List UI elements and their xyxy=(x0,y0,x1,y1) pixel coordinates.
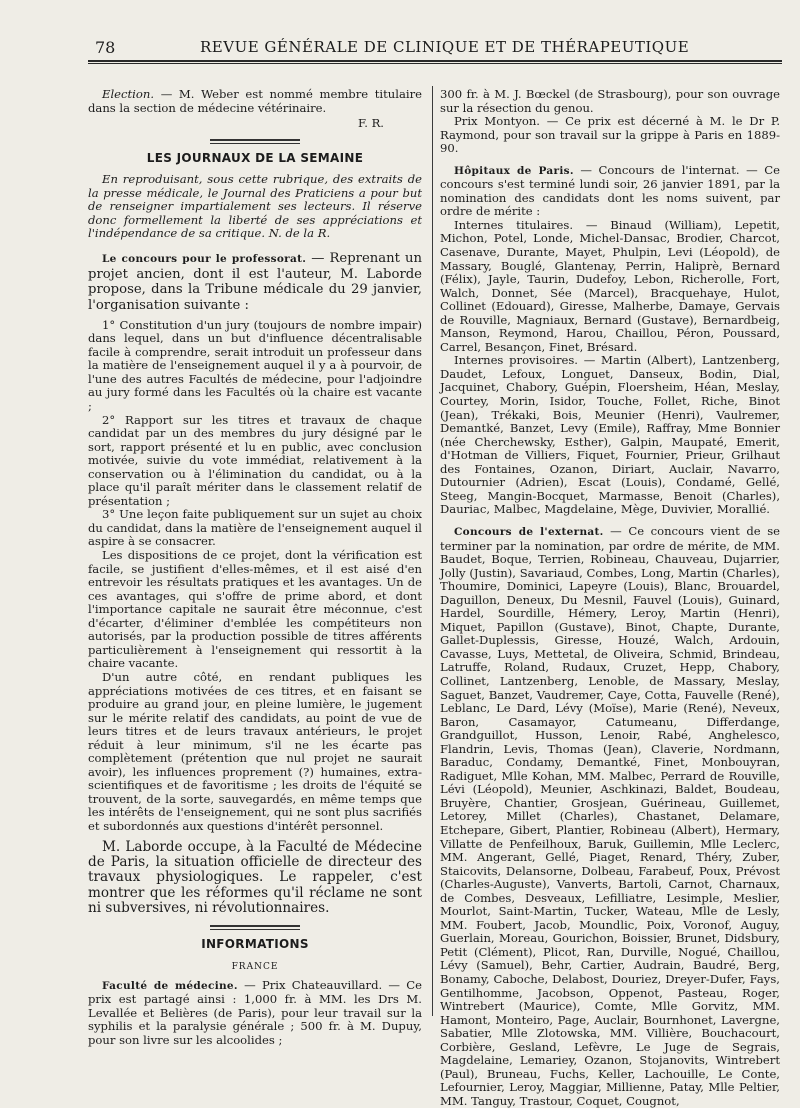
right-column xyxy=(440,88,780,1108)
hopitaux-text: — Concours de l'internat. — Ce concours s'est terminé lundi soir, 26 janvier 1891, par la nomination des candidats dont les noms suivent, par ordre de mérite : xyxy=(440,162,781,219)
item-2: 2° Rapport sur les titres et travaux de chaque candidat par un des membres du jury désigné par le sort, rapport présenté et lu en public, avec conclusion motivée, suivie du vote immédiat, relativement à la conservation ou à l'élimination du candidat, ou à la place qu'il paraît mériter dans le classement relatif de présentation ; xyxy=(88,412,422,508)
internes-titulaires: Internes titulaires. — Binaud (William), Lepetit, Michon, Potel, Londe, Michel-Dansac, Brodier, Charcot, Casenave, Durante, Mayet, Phulpin, Levi (Léopold), de Massary, Bouglé, Glantenay, Perrin, Haliprè, Bernard (Félix), Jayle, Taurin, Dudefoy, Lebon, Richerolle, Fort, Walch, Donnet, Sée (Marcel), Bracquehaye, Hulot, Collinet (Edouard), Giresse, Malherbe, Damaye, Gervais de Rouville, Magniaux, Bernard (Gustave), Bernardbeig, Manson, Reymond, Harou, Chaillou, Péron, Poussard, Carrel, Besançon, Finet, Brésard. xyxy=(440,217,780,354)
paragraph-laborde: M. Laborde occupe, à la Faculté de Médecine de Paris, la situation officielle de directeur des travaux physiologiques. Le rappeler, c'est montrer que les réformes qu'il réclame ne sont ni subversives, ni révolutionnaires. xyxy=(88,838,422,917)
faculte-paragraph xyxy=(88,979,422,1048)
item-3: 3° Une leçon faite publiquement sur un sujet au choix du candidat, dans la matière de l'enseignement auquel il aspire à se consacrer. xyxy=(88,507,422,549)
concours-professorat-text: — Reprenant un projet ancien, dont il est l'auteur, M. Laborde propose, dans la Tribune médicale du 29 janvier, l'organisation suivante : xyxy=(88,250,422,313)
faculte-text: — Prix Chateauvillard. — Ce prix est partagé ainsi : 1,000 fr. à MM. les Drs M. Levallée et Belières (de Paris), pour leur travail sur la syphilis et la paralysie générale ; 500 fr. à M. Dupuy, pour son livre sur les alcoolides ; xyxy=(88,977,422,1047)
paragraph-autre-cote: D'un autre côté, en rendant publiques les appréciations motivées de ces titres, et en faisant se produire au grand jour, en pleine lumière, le jugement sur le mérite relatif des candidats, au point de vue de leurs titres et de leurs travaux antérieurs, le projet réduit à leur minimum, s'il ne les écarte pas complètement (prétention que nul projet ne saurait avoir), les influences proprement (?) humaines, extra-scientifiques et de favoritisme ; les droits de l'équité se trouvent, de la sorte, sauvegardés, en même temps que les intérêts de l'enseignement, qui ne sont plus sacrifiés et subordonnés aux questions d'intérêt personnel. xyxy=(88,669,422,833)
hopitaux-label: Hôpitaux de Paris. xyxy=(454,164,574,177)
continuation-text: 300 fr. à M. J. Bœckel (de Strasbourg), pour son ouvrage sur la résection du genou. xyxy=(440,87,780,115)
section-rule-thin xyxy=(210,143,300,144)
externat-text: — Ce concours vient de se terminer par la nomination, par ordre de mérite, de MM. Baudet, Boque, Terrien, Robineau, Chauveau, Dujarrier, Jolly (Justin), Savariaud, Combes, Long, Martin (Charles), Thoumire, Dominici, Lapeyre (Louis), Blanc, Brouardel, Daguillon, Deneux, Du Mesnil, Fauvel (Louis), Guinard, Hardel, Sourdille, Hémery, Leroy, Martin (Henri), Miquet, Papillon (Gustave), Binot, Chapte, Durante, Gallet-Duplessis, Giresse, Houzé, Walch, Ardouin, Cavasse, Luys, Mettetal, de Oliveira, Schmid, Brindeau, Latruffe, Roland, Rudaux, Cruzet, Hepp, Chabory, Collinet, Lantzenberg, Lenoble, de Massary, Meslay, Saguet, Banzet, Vaudremer, Caye, Cotta, Fauvelle (René), Leblanc, Le Dard, Lévy (Moïse), Marie (René), Neveux, Baron, Casamayor, Catumeanu, Differdange, Grandguillot, Husson, Lenoir, Rabé, Anghelesco, Flandrin, Levis, Thomas (Jean), Claverie, Nordmann, Baraduc, Condamy, Demantké, Finet, Monbouyran, Radiguet, Mlle Kohan, MM. Malbec, Perrard de Rouville, Lévi (Léopold), Meunier, Aschkinazi, Baldet, Boudeau, Bruyère, Chantier, Grosjean, Guérineau, Guillemet, Letorey, Millet (Charles), Chastanet, Delamare, Etchepare, Gibert, Plantier, Robineau (Albert), Hermary, Villatte de Penfeilhoux, Baruk, Guillemin, Mlle Leclerc, MM. Angerant, Gellé, Piaget, Renard, Théry, Zuber, Staicovits, Delansorne, Dolbeau, Farabeuf, Poux, Prévost (Charles-Auguste), Vanverts, Bartoli, Carnot, Charnaux, de Combes, Desveaux, Lefilliatre, Lesimple, Meslier, Mourlot, Saint-Martin, Tucker, Wateau, Mlle de Lesly, MM. Foubert, Jacob, Moundlic, Poix, Voronof, Auguy, Guerlain, Moreau, Gourichon, Boissier, Brunet, Didsbury, Petit (Clément), Plicot, Ran, Durville, Nogué, Chaillou, Lévy (Samuel), Behr, Cartier, Audrain, Baudré, Berg, Bonamy, Caboche, Delabost, Douriez, Dreyer-Dufer, Fays, Gentilhomme, Jacobson, Oppenot, Pasteau, Roger, Wintrebert (Maurice), Comte, Mlle Gorvitz, MM. Hamont, Monteiro, Page, Auclair, Bournhonet, Lavergne, Sabatier, Mlle Zlotowska, MM. Villière, Bouchacourt, Corbière, Gesland, Lefèvre, Le Juge de Segrais, Magdelaine, Lemariey, Ozanon, Stojanovits, Wintrebert (Paul), Bruneau, Fuchs, Keller, Lachouille, Le Conte, Lefournier, Leroy, Maggiar, Millienne, Patay, Mlle Peltier, MM. Tanguy, Trastour, Coquet, Cougnot, xyxy=(440,523,780,1108)
informations-heading: INFORMATIONS xyxy=(201,936,309,951)
paragraph-dispositions: Les dispositions de ce projet, dont la vérification est facile, se justifient d'elles-mêmes, et il est aisé d'en entrevoir les résultats pratiques et les avantages. Un de ces avantages, qui s'offre de prime abord, et dont l'importance capitale ne saurait être méconnue, c'est d'écarter, d'éliminer d'emblée les compétiteurs non autorisés, par la production possible de titres afférents particulièrement à l'enseignement qui ressortit à la chaire vacante. xyxy=(88,548,422,671)
externat-label: Concours de l'externat. xyxy=(454,525,604,538)
election-label: Election. xyxy=(102,87,155,101)
journaux-heading: LES JOURNAUX DE LA SEMAINE xyxy=(146,150,364,165)
hopitaux-paragraph xyxy=(440,164,780,219)
running-title: REVUE GÉNÉRALE DE CLINIQUE ET DE THÉRAPEUTIQUE xyxy=(200,38,690,56)
election-text: — M. Weber est nommé membre titulaire dans la section de médecine vétérinaire. xyxy=(88,87,423,115)
prix-montyon: Prix Montyon. — Ce prix est décerné à M. le Dr P. Raymond, pour son travail sur la grippe à Paris en 1889-90. xyxy=(440,114,780,156)
concours-professorat-label: Le concours pour le professorat. xyxy=(102,252,307,265)
concours-professorat-lede xyxy=(88,251,422,313)
journaux-intro: En reproduisant, sous cette rubrique, des extraits de la presse médicale, le Journal des Praticiens a pour but de renseigner impartialement ses lecteurs. Il réserve donc formellement la liberté de ses appréciations et l'indépendance de sa critique. N. de la R. xyxy=(88,172,422,241)
header-rule-thin xyxy=(88,63,782,64)
section-rule xyxy=(210,925,300,927)
section-rule-thin xyxy=(210,929,300,930)
election-paragraph xyxy=(88,88,422,115)
externat-paragraph xyxy=(440,525,780,1108)
section-rule xyxy=(210,139,300,141)
internes-provisoires: Internes provisoires. — Martin (Albert), Lantzenberg, Daudet, Lefoux, Longuet, Danseux, Bodin, Dial, Jacquinet, Chabory, Guépin, Floersheim, Héan, Meslay, Courtey, Morin, Isidor, Touche, Follet, Riche, Binot (Jean), Trékaki, Bois, Meunier (Henri), Vaulremer, Demantké, Banzet, Levy (Emile), Raffray, Mme Bonnier (née Cherchewsky, Esther), Galpin, Maupaté, Emerit, d'Hotman de Villiers, Fiquet, Fournier, Prieur, Grilhaut des Fontaines, Ozanon, Diriart, Auclair, Navarro, Dutournier (Adrien), Escat (Louis), Condamé, Gellé, Steeg, Mangin-Bocquet, Marmasse, Benoit (Charles), Dauriac, Malbec, Magdelaine, Mège, Duvivier, Morallié. xyxy=(440,353,780,517)
france-subheading: FRANCE xyxy=(231,962,279,973)
faculte-label: Faculté de médecine. xyxy=(102,979,238,992)
header-rule xyxy=(88,60,782,62)
left-column xyxy=(88,88,422,1047)
column-divider xyxy=(432,86,433,1016)
election-signature: F. R. xyxy=(357,116,384,131)
item-1: 1° Constitution d'un jury (toujours de nombre impair) dans lequel, dans un but d'influence décentralisable facile à comprendre, serait introduit un professeur dans la matière de l'enseignement auquel il y a à pourvoir, de l'une des autres Facultés de médecine, pour l'adjoindre au jury formé dans les Facultés où la chaire est vacante ; xyxy=(88,317,422,414)
page-number: 78 xyxy=(95,38,116,57)
